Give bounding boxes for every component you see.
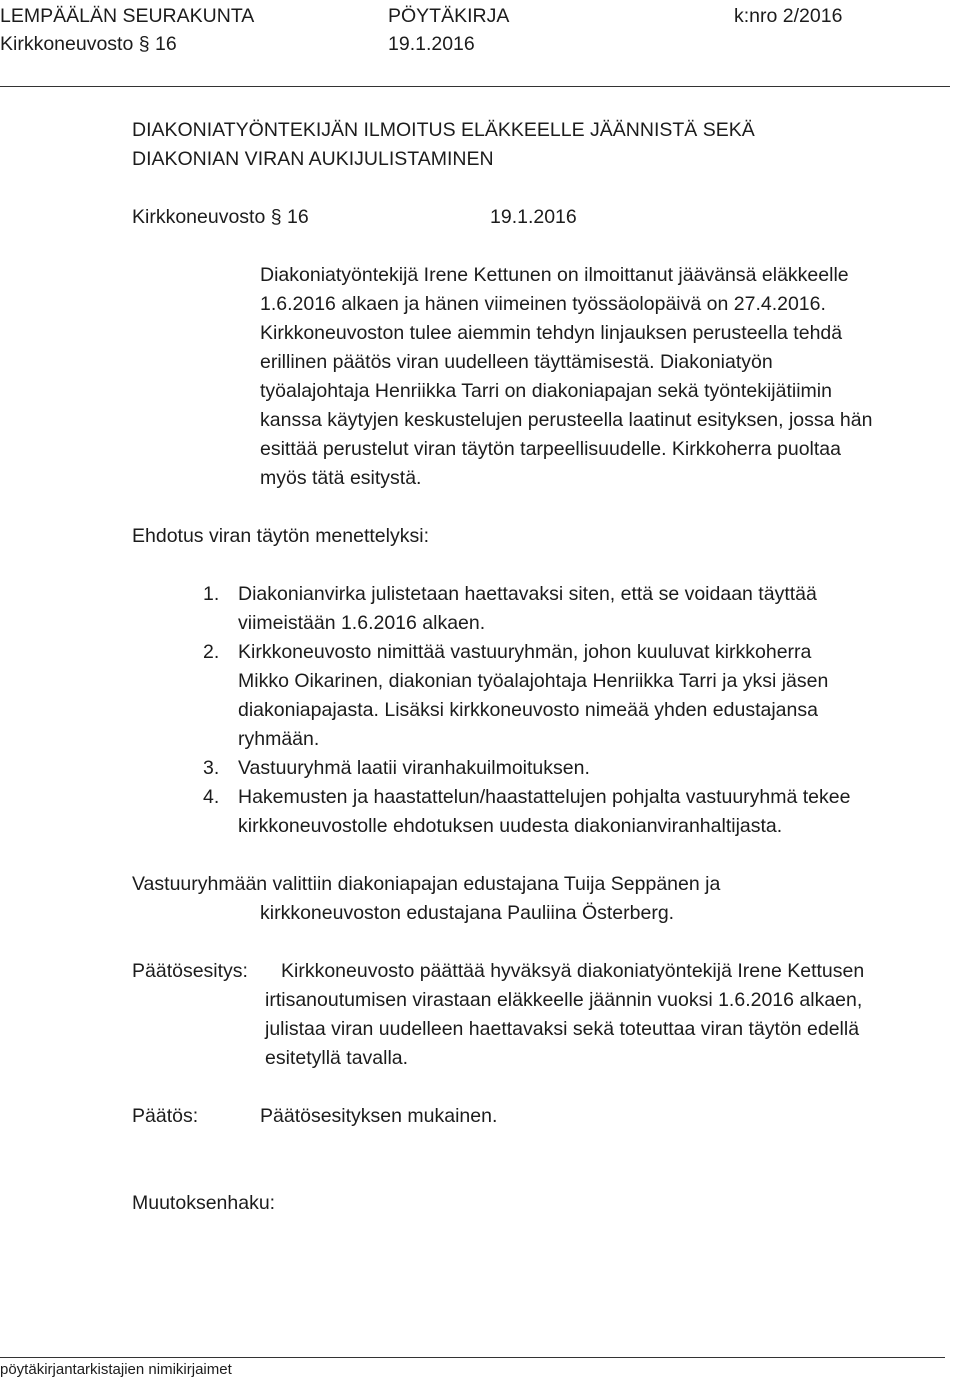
list-item-line: kirkkoneuvostolle ehdotuksen uudesta diakonianviranhaltijasta. (238, 815, 783, 837)
body-line: kanssa käytyjen keskustelujen perusteella laatinut esityksen, jossa hän (260, 409, 873, 431)
body-line: myös tätä esitystä. (260, 467, 422, 489)
organization-name: LEMPÄÄLÄN SEURAKUNTA (0, 5, 255, 27)
group-line-2: kirkkoneuvoston edustajana Pauliina Österberg. (260, 902, 675, 924)
list-item-line: viimeistään 1.6.2016 alkaen. (238, 612, 486, 634)
document-title-line-2: DIAKONIAN VIRAN AUKIJULISTAMINEN (132, 148, 494, 170)
list-item-number: 4. (203, 786, 220, 808)
body-line: erillinen päätös viran uudelleen täyttämisestä. Diakoniatyön (260, 351, 773, 373)
procedure-heading: Ehdotus viran täytön menettelyksi: (132, 525, 429, 547)
appeal-label: Muutoksenhaku: (132, 1192, 276, 1214)
decision-label: Päätös: (132, 1105, 199, 1127)
body-line: työalajohtaja Henriikka Tarri on diakoniapajan sekä työntekijätiimin (260, 380, 832, 402)
body-line: Kirkkoneuvoston tulee aiemmin tehdyn linjauksen perusteella tehdä (260, 322, 843, 344)
meeting-body-ref: Kirkkoneuvosto § 16 (132, 206, 309, 228)
list-item-line: Mikko Oikarinen, diakonian työalajohtaja Henriikka Tarri ja yksi jäsen (238, 670, 829, 692)
signatures-label: pöytäkirjantarkistajien nimikirjaimet (0, 1361, 232, 1378)
proposal-line: irtisanoutumisen virastaan eläkkeelle jäännin vuoksi 1.6.2016 alkaen, (265, 989, 863, 1011)
list-item-line: ryhmään. (238, 728, 320, 750)
list-item-line: Hakemusten ja haastattelun/haastattelujen pohjalta vastuuryhmä tekee (238, 786, 851, 808)
list-item-number: 1. (203, 583, 220, 605)
list-item-line: diakoniapajasta. Lisäksi kirkkoneuvosto nimeää yhden edustajansa (238, 699, 818, 721)
body-line: esittää perustelut viran täytön tarpeellisuudelle. Kirkkoherra puoltaa (260, 438, 842, 460)
header-date: 19.1.2016 (388, 33, 475, 55)
document-title-line-1: DIAKONIATYÖNTEKIJÄN ILMOITUS ELÄKKEELLE JÄÄNNISTÄ SEKÄ (132, 119, 755, 141)
proposal-line: julistaa viran uudelleen haettavaksi sekä toteuttaa viran täytön edellä (265, 1018, 860, 1040)
meeting-date: 19.1.2016 (490, 206, 577, 228)
body-line: 1.6.2016 alkaen ja hänen viimeinen työssäolopäivä on 27.4.2016. (260, 293, 826, 315)
decision-text: Päätösesityksen mukainen. (260, 1105, 498, 1127)
document-type: PÖYTÄKIRJA (388, 5, 510, 27)
list-item-number: 3. (203, 757, 220, 779)
list-item-number: 2. (203, 641, 220, 663)
footer-divider (0, 1357, 945, 1358)
proposal-line: esitetyllä tavalla. (265, 1047, 409, 1069)
proposal-line: Kirkkoneuvosto päättää hyväksyä diakoniatyöntekijä Irene Kettusen (281, 960, 865, 982)
list-item-line: Kirkkoneuvosto nimittää vastuuryhmän, johon kuuluvat kirkkoherra (238, 641, 812, 663)
proposal-label: Päätösesitys: (132, 960, 248, 982)
list-item-line: Vastuuryhmä laatii viranhakuilmoituksen. (238, 757, 590, 779)
header-divider (0, 86, 950, 87)
list-item-line: Diakonianvirka julistetaan haettavaksi siten, että se voidaan täyttää (238, 583, 817, 605)
header-body-ref: Kirkkoneuvosto § 16 (0, 33, 177, 55)
body-line: Diakoniatyöntekijä Irene Kettunen on ilmoittanut jäävänsä eläkkeelle (260, 264, 849, 286)
group-line-1: Vastuuryhmään valittiin diakoniapajan edustajana Tuija Seppänen ja (132, 873, 721, 895)
document-number: k:nro 2/2016 (734, 5, 843, 27)
